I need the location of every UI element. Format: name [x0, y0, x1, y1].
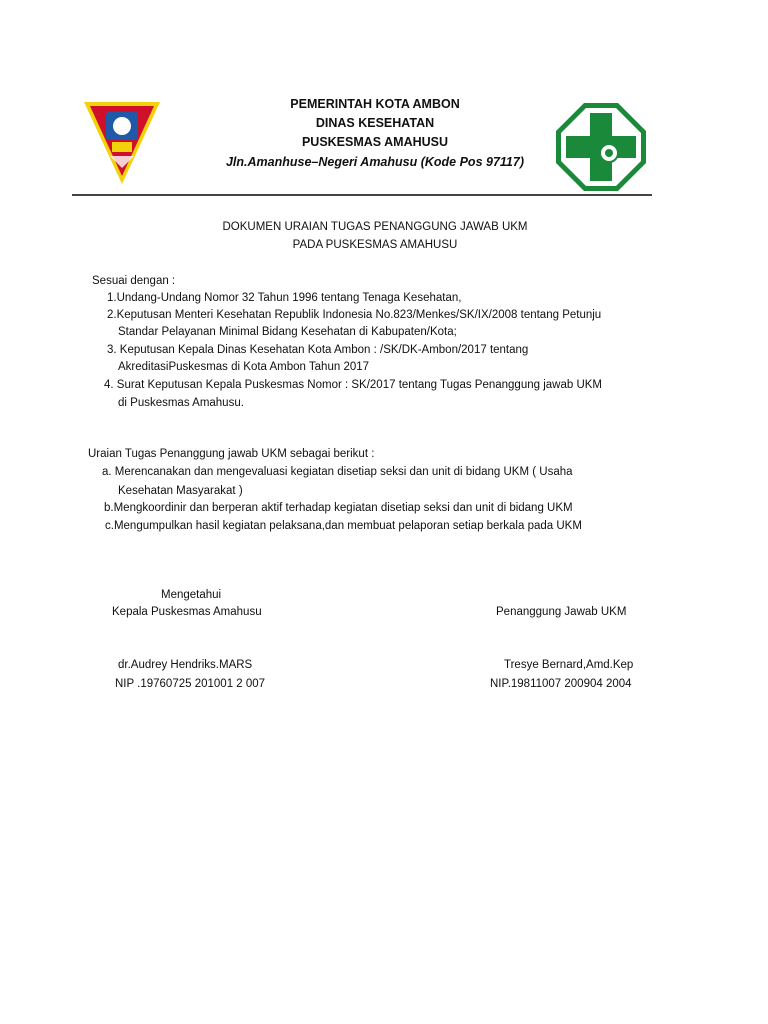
header-department: DINAS KESEHATAN — [315, 116, 435, 130]
right-signatory-role: Penanggung Jawab UKM — [496, 606, 627, 618]
basis-item-4: 4. Surat Keputusan Kepala Puskesmas Nomor : SK/2017 tentang Tugas Penanggung jawab UKM — [104, 379, 603, 391]
right-signatory-nip: NIP.19811007 200904 2004 — [490, 678, 632, 690]
duty-item-c: c.Mengumpulkan hasil kegiatan pelaksana,dan membuat pelaporan setiap berkala pada UKM — [105, 520, 582, 532]
left-signatory-role: Kepala Puskesmas Amahusu — [112, 606, 262, 618]
acknowledge-label: Mengetahui — [161, 589, 222, 601]
header-government: PEMERINTAH KOTA AMBON — [290, 97, 460, 111]
basis-item-2-cont: Standar Pelayanan Minimal Bidang Kesehatan di Kabupaten/Kota; — [118, 326, 457, 338]
left-signatory-name: dr.Audrey Hendriks.MARS — [118, 659, 253, 671]
right-signatory-name: Tresye Bernard,Amd.Kep — [504, 659, 634, 671]
basis-item-3-cont: AkreditasiPuskesmas di Kota Ambon Tahun 2017 — [118, 361, 370, 373]
duty-item-a: a. Merencanakan dan mengevaluasi kegiatan disetiap seksi dan unit di bidang UKM ( Usaha — [102, 466, 573, 478]
left-signatory-nip: NIP .19760725 201001 2 007 — [115, 678, 266, 690]
basis-item-1: 1.Undang-Undang Nomor 32 Tahun 1996 tentang Tenaga Kesehatan, — [107, 292, 462, 304]
basis-item-3: 3. Keputusan Kepala Dinas Kesehatan Kota Ambon : /SK/DK-Ambon/2017 tentang — [107, 344, 529, 356]
header-address: Jln.Amanhuse–Negeri Amahusu (Kode Pos 97117) — [225, 155, 524, 169]
duties-intro: Uraian Tugas Penanggung jawab UKM sebagai berikut : — [88, 448, 375, 460]
basis-intro: Sesuai dengan : — [92, 275, 176, 287]
duty-item-b: b.Mengkoordinir dan berperan aktif terhadap kegiatan disetiap seksi dan unit di bidang UKM — [104, 502, 573, 514]
header-puskesmas: PUSKESMAS AMAHUSU — [301, 135, 449, 149]
basis-item-2: 2.Keputusan Menteri Kesehatan Republik Indonesia No.823/Menkes/SK/IX/2008 tentang Petunju — [107, 309, 602, 321]
kota-ambon-emblem-icon — [82, 96, 162, 188]
duty-item-a-cont: Kesehatan Masyarakat ) — [118, 485, 243, 497]
header-divider — [72, 194, 652, 196]
puskesmas-green-cross-logo-icon — [554, 101, 648, 193]
document-title-line2: PADA PUSKESMAS AMAHUSU — [292, 239, 458, 251]
document-title-line1: DOKUMEN URAIAN TUGAS PENANGGUNG JAWAB UKM — [222, 221, 528, 233]
basis-item-4-cont: di Puskesmas Amahusu. — [118, 397, 244, 409]
